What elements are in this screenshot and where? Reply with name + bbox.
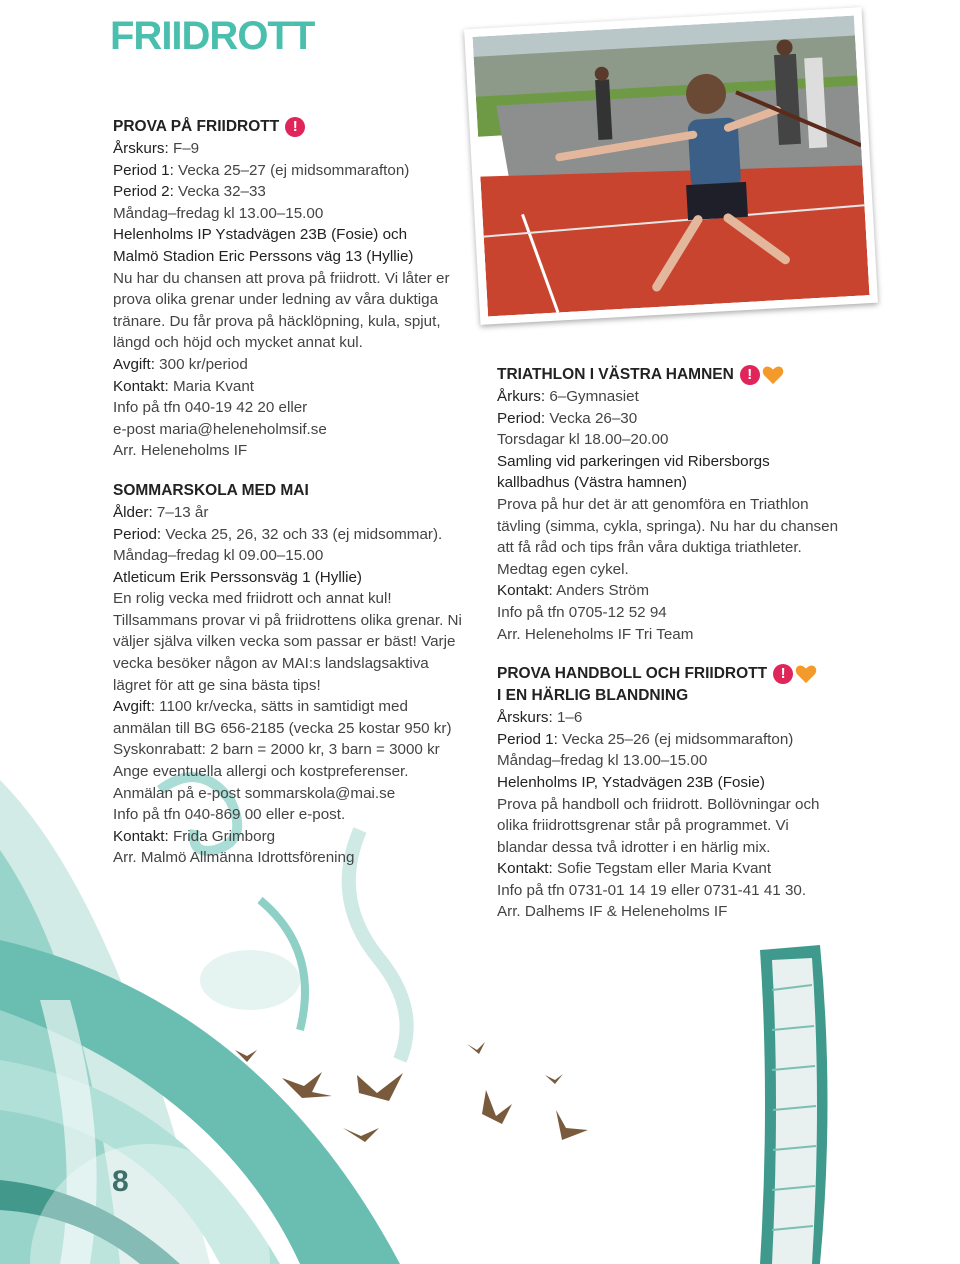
section-handboll	[497, 663, 857, 923]
label: Period 1:	[113, 161, 174, 179]
label: Period:	[113, 525, 162, 543]
value: Sofie Tegstam eller Maria Kvant	[556, 860, 772, 878]
email: e-post maria@heleneholmsif.se	[113, 420, 327, 438]
tower-decoration	[760, 945, 828, 1264]
heart-icon	[795, 664, 817, 684]
value: Anders Ström	[556, 582, 649, 600]
value: 6–Gymnasiet	[549, 388, 639, 405]
label: Period 1:	[497, 730, 558, 748]
value: 1100 kr/vecka, sätts in samtidigt med anmälan till BG 656-2185 (vecka 25 kostar 950 kr)	[113, 698, 452, 737]
section-title: PROVA PÅ FRIIDROTT	[113, 118, 280, 135]
time: Måndag–fredag kl 13.00–15.00	[497, 752, 708, 770]
section-subtitle: I EN HÄRLIG BLANDNING	[497, 687, 689, 705]
label: Period 2:	[113, 183, 174, 201]
signup: Anmälan på e-post sommarskola@mai.se	[113, 784, 396, 802]
exclamation-icon: !	[285, 117, 305, 137]
section-title: TRIATHLON I VÄSTRA HAMNEN	[497, 366, 734, 383]
place: Samling vid parkeringen vid Ribersborgs	[497, 452, 770, 470]
value: Vecka 25–26 (ej midsommarafton)	[562, 730, 794, 748]
label: Kontakt:	[113, 827, 169, 845]
section-title: PROVA HANDBOLL OCH FRIIDROTT	[497, 665, 768, 683]
label: Kontakt:	[497, 582, 553, 600]
athletics-photo	[472, 16, 869, 317]
time: Torsdagar kl 18.00–20.00	[497, 431, 669, 449]
description: En rolig vecka med friidrott och annat kul! Tillsammans provar vi på friidrottens olika grenar. Ni väljer själva vilken vecka som passar er bäst! Varje vecka besöker någon av MAI:s landslagsaktiva lägret för att ge sina bästa tips!	[113, 590, 462, 694]
place: Malmö Stadion Eric Perssons väg 13 (Hyllie)	[113, 247, 414, 265]
organizer: Arr. Dalhems IF & Heleneholms IF	[497, 903, 728, 921]
place: Helenholms IP Ystadvägen 23B (Fosie) och	[113, 226, 408, 244]
value: 1–6	[556, 709, 583, 727]
section-prova-pa-friidrott	[113, 116, 473, 462]
description: Prova på handboll och friidrott. Bollövningar och olika friidrottsgrenar står på programmet. Vi blandar dessa två idrotter i en härlig mix.	[497, 795, 820, 856]
value: Vecka 26–30	[549, 409, 638, 427]
page-title: FRIIDROTT	[110, 14, 315, 58]
section-title: SOMMARSKOLA MED MAI	[113, 481, 309, 499]
place: Helenholms IP, Ystadvägen 23B (Fosie)	[497, 773, 765, 791]
section-sommarskola	[113, 480, 473, 869]
place: kallbadhus (Västra hamnen)	[497, 474, 687, 492]
label: Årskurs:	[113, 140, 169, 157]
section-triathlon	[497, 364, 857, 645]
place: Atleticum Erik Perssonsväg 1 (Hyllie)	[113, 568, 362, 586]
label: Avgift:	[113, 698, 155, 716]
value: Vecka 25–27 (ej midsommarafton)	[178, 161, 410, 179]
page-number: 8	[112, 1165, 129, 1198]
photo-frame	[464, 7, 878, 325]
value: 300 kr/period	[159, 355, 248, 373]
organizer: Arr. Malmö Allmänna Idrottsförening	[113, 849, 355, 867]
organizer: Arr. Heleneholms IF	[113, 442, 248, 460]
time: Måndag–fredag kl 13.00–15.00	[113, 204, 324, 222]
description: Nu har du chansen att prova på friidrott. Vi låter er prova olika grenar under ledning av våra duktiga tränare. Du får prova på häcklöpning, kula, spjut, längd och höjd och mycket annat kul.	[113, 269, 450, 352]
value: F–9	[172, 140, 200, 157]
exclamation-icon: !	[740, 365, 760, 385]
description: Prova på hur det är att genomföra en Triathlon tävling (simma, cykla, springa). Nu har du chansen att få råd och tips från våra duktiga triathleter. Medtag egen cykel.	[497, 495, 839, 578]
info: Info på tfn 040-869 00 eller e-post.	[113, 806, 346, 824]
label: Ålder:	[113, 503, 153, 521]
info: Info på tfn 0705-12 52 94	[497, 603, 667, 621]
allergy-note: Ange eventuella allergi och kostpreferenser.	[113, 763, 409, 781]
value: Vecka 25, 26, 32 och 33 (ej midsommar).	[165, 525, 443, 543]
value: 7–13 år	[156, 503, 209, 521]
sibling-discount: Syskonrabatt: 2 barn = 2000 kr, 3 barn = 3000 kr	[113, 741, 440, 759]
label: Årskurs:	[497, 709, 553, 727]
value: Frida Grimborg	[172, 827, 276, 845]
right-column	[497, 364, 857, 941]
label: Kontakt:	[497, 860, 553, 878]
exclamation-icon: !	[773, 664, 793, 684]
time: Måndag–fredag kl 09.00–15.00	[113, 547, 324, 565]
label: Avgift:	[113, 355, 155, 373]
label: Årkurs:	[497, 388, 546, 405]
value: Vecka 32–33	[178, 183, 266, 201]
organizer: Arr. Heleneholms IF Tri Team	[497, 625, 694, 643]
left-column	[113, 116, 473, 887]
info: Info på tfn 040-19 42 20 eller	[113, 399, 308, 417]
label: Kontakt:	[113, 377, 169, 395]
value: Maria Kvant	[172, 377, 255, 395]
heart-icon	[762, 365, 784, 385]
info: Info på tfn 0731-01 14 19 eller 0731-41 41 30.	[497, 881, 807, 899]
label: Period:	[497, 409, 546, 427]
